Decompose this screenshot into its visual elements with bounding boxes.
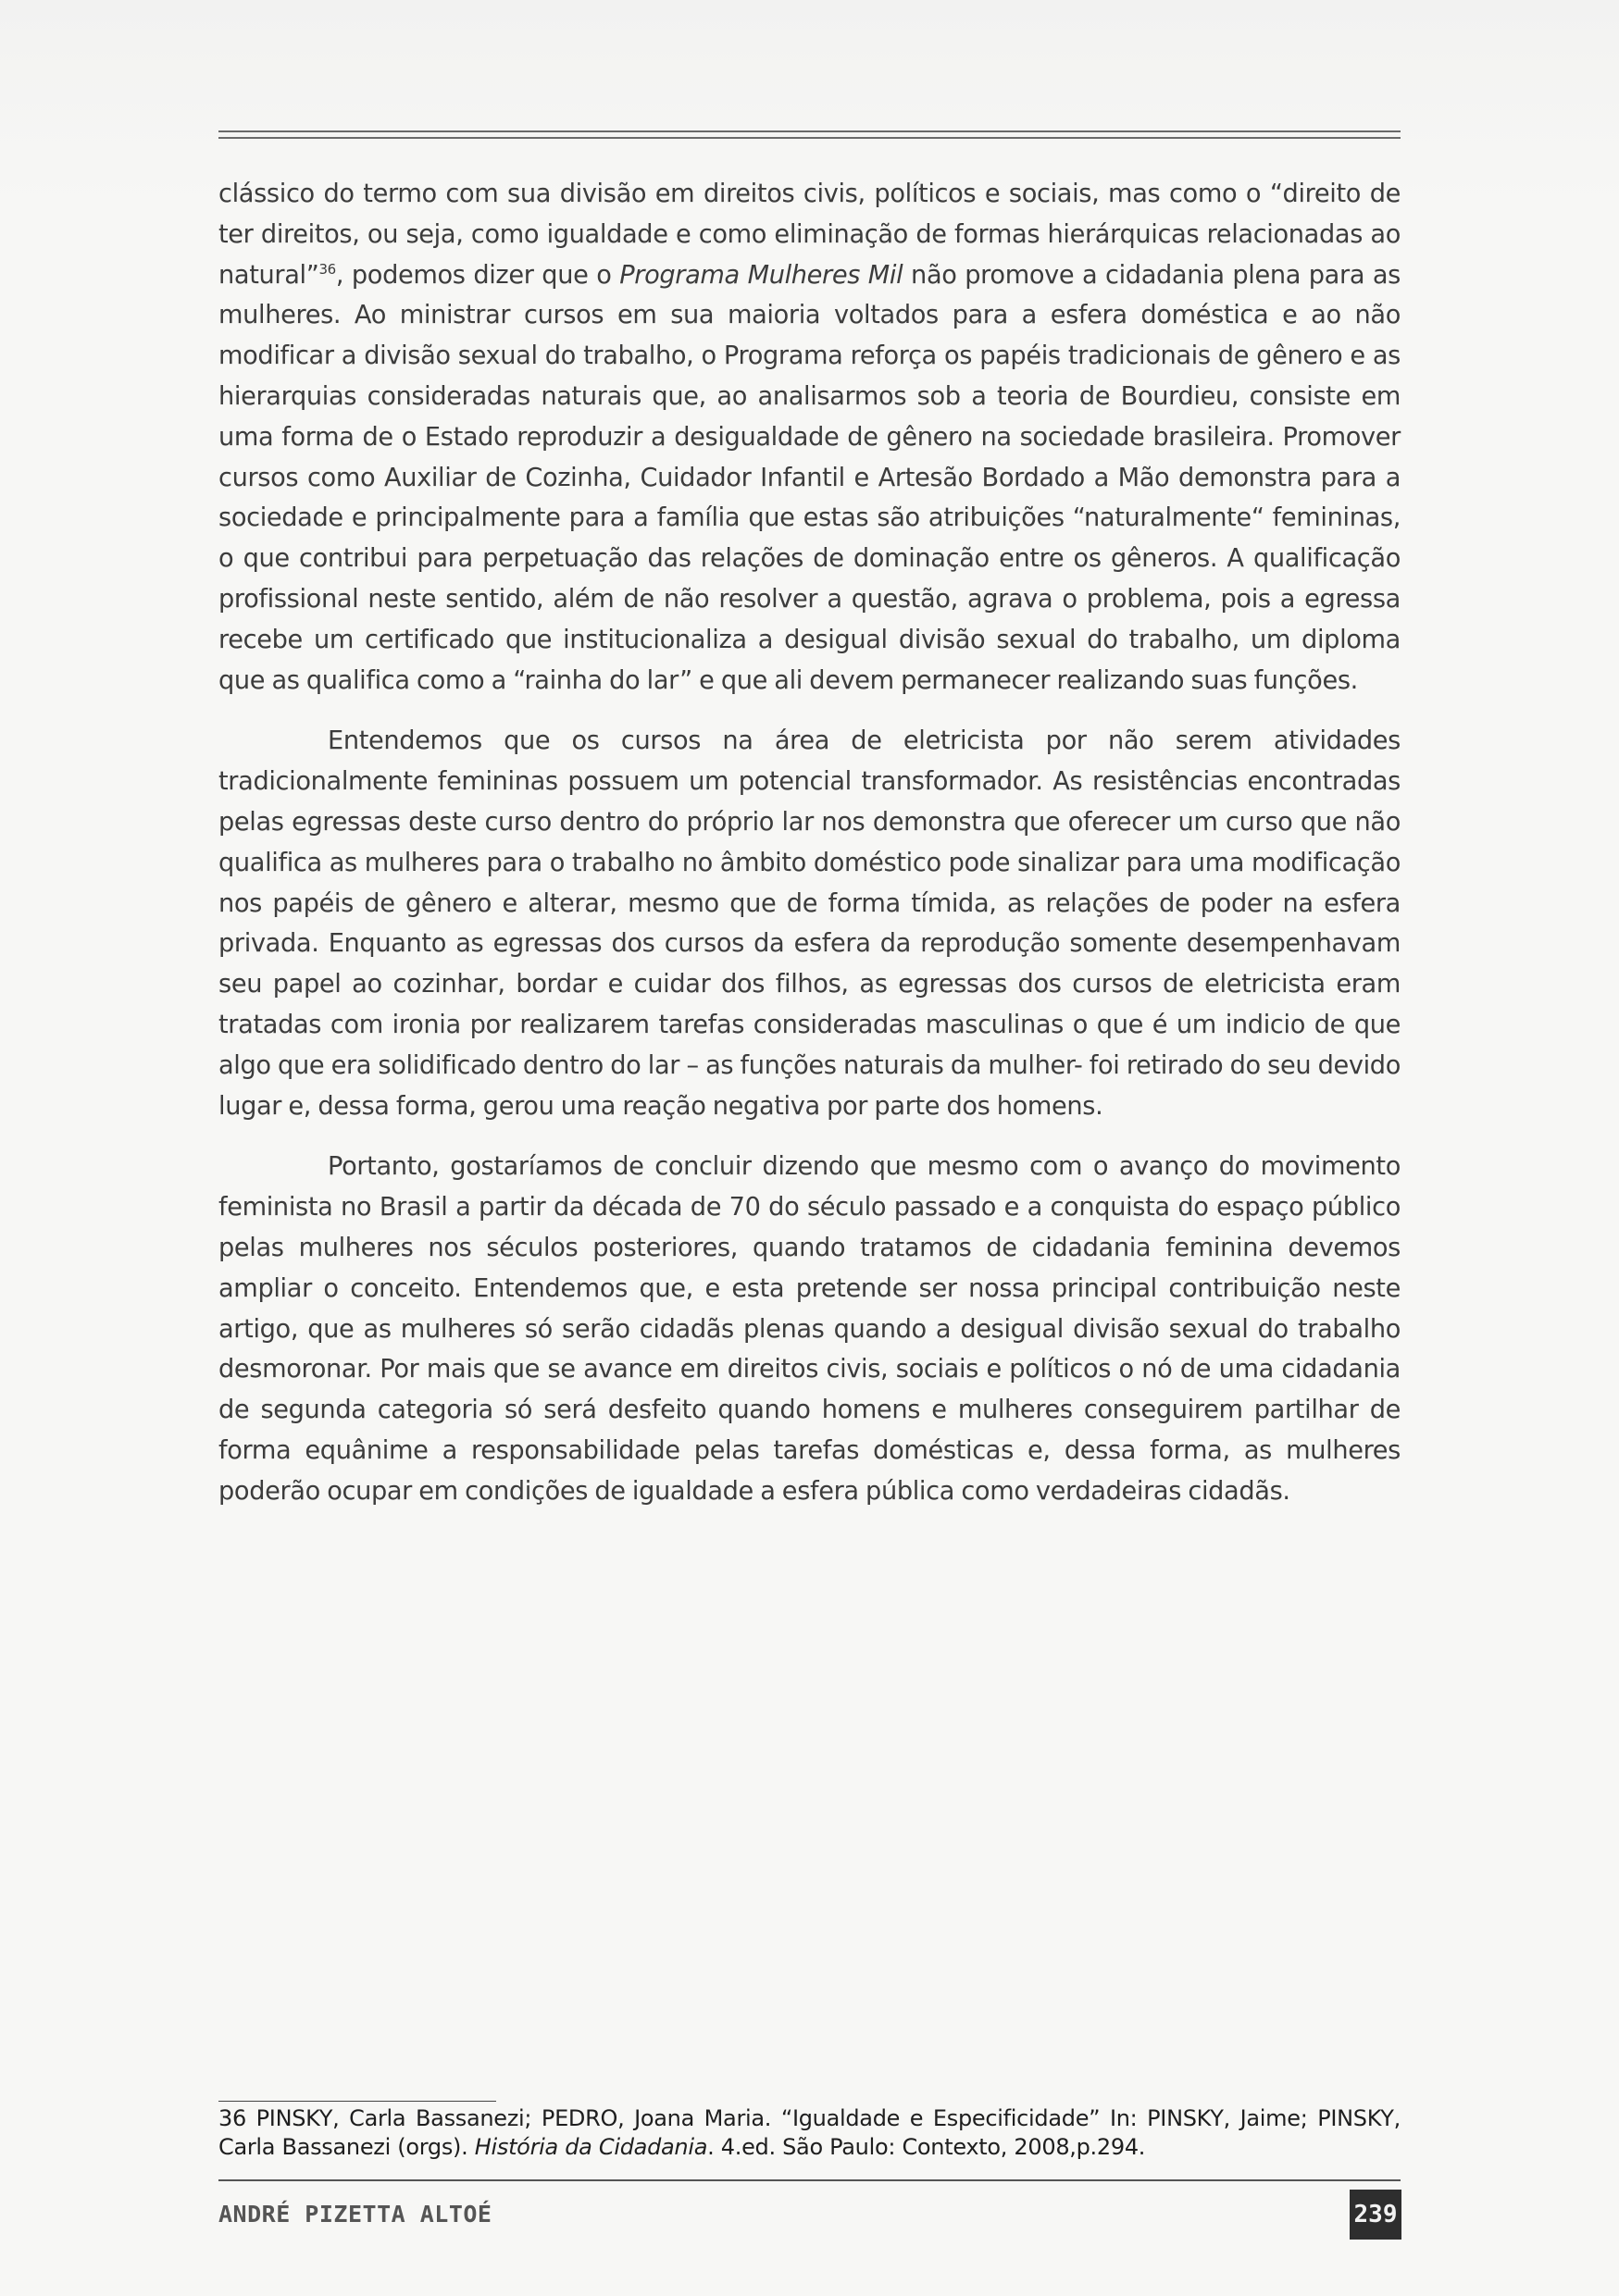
body-text: [218, 174, 1401, 1533]
header-rule: [218, 130, 1401, 139]
paragraph-1-text-b: , podemos dizer que o: [335, 260, 620, 290]
paragraph-2: Entendemos que os cursos na área de eletricista por não serem atividades tradicionalmente femininas possuem um potencial transformador. As resistências encontradas pelas egressas deste curso dentro do próprio lar nos demonstra que oferecer um curso que não qualifica as mulheres para o trabalho no âmbito doméstico pode sinalizar para uma modificação nos papéis de gênero e alterar, mesmo que de forma tímida, as relações de poder na esfera privada. Enquanto as egressas dos cursos da esfera da reprodução somente desempenhavam seu papel ao cozinhar, bordar e cuidar dos filhos, as egressas dos cursos de eletricista eram tratadas com ironia por realizarem tarefas consideradas masculinas o que é um indicio de que algo que era solidificado dentro do lar – as funções naturais da mulher- foi retirado do seu devido lugar e, dessa forma, gerou uma reação negativa por parte dos homens.: [218, 726, 1401, 1121]
paragraph-3: Portanto, gostaríamos de concluir dizendo que mesmo com o avanço do movimento feminista no Brasil a partir da década de 70 do século passado e a conquista do espaço público pelas mulheres nos séculos posteriores, quando tratamos de cidadania feminina devemos ampliar o conceito. Entendemos que, e esta pretende ser nossa principal contribuição neste artigo, que as mulheres só serão cidadãs plenas quando a desigual divisão sexual do trabalho desmoronar. Por mais que se avance em direitos civis, sociais e políticos o nó de uma cidadania de segunda categoria só será desfeito quando homens e mulheres conseguirem partilhar de forma equânime a responsabilidade pelas tarefas domésticas e, dessa forma, as mulheres poderão ocupar em condições de igualdade a esfera pública como verdadeiras cidadãs.: [218, 1152, 1401, 1506]
footnote-book-title: História da Cidadania: [474, 2134, 708, 2160]
footnote-ref-36[interactable]: 36: [318, 260, 336, 278]
footnote-36: [218, 2104, 1401, 2162]
footer-rule: [218, 2179, 1401, 2181]
footnote-rule: [218, 2101, 496, 2102]
page-number: 239: [1350, 2190, 1401, 2240]
footnote-text-a: 36 PINSKY, Carla Bassanezi; PEDRO, Joana Maria. “Igualdade e Especificidade” In: PINSKY, Jaime; PINSKY, Carla Bassanezi (orgs).: [218, 2105, 1401, 2160]
author-name: ANDRÉ PIZETTA ALTOÉ: [218, 2201, 492, 2228]
paragraph-1: [218, 174, 1401, 701]
footnote-text-b: . 4.ed. São Paulo: Contexto, 2008,p.294.: [707, 2134, 1146, 2160]
paragraph-1-text-c: não promove a cidadania plena para as mulheres. Ao ministrar cursos em sua maioria voltados para a esfera doméstica e ao não modificar a divisão sexual do trabalho, o Programa reforça os papéis tradicionais de gênero e as hierarquias consideradas naturais que, ao analisarmos sob a teoria de Bourdieu, consiste em uma forma de o Estado reproduzir a desigualdade de gênero na sociedade brasileira. Promover cursos como Auxiliar de Cozinha, Cuidador Infantil e Artesão Bordado a Mão demonstra para a sociedade e principalmente para a família que estas são atribuições “naturalmente“ femininas, o que contribui para perpetuação das relações de dominação entre os gêneros. A qualificação profissional neste sentido, além de não resolver a questão, agrava o problema, pois a egressa recebe um certificado que institucionaliza a desigual divisão sexual do trabalho, um diploma que as qualifica como a “rainha do lar” e que ali devem permanecer realizando suas funções.: [218, 260, 1401, 695]
program-name: Programa Mulheres Mil: [619, 260, 903, 290]
paragraph-1-text-a: clássico do termo com sua divisão em direitos civis, políticos e sociais, mas como o “direito de ter direitos, ou seja, como igualdade e como eliminação de formas hierárquicas relacionadas ao natural”: [218, 180, 1401, 290]
